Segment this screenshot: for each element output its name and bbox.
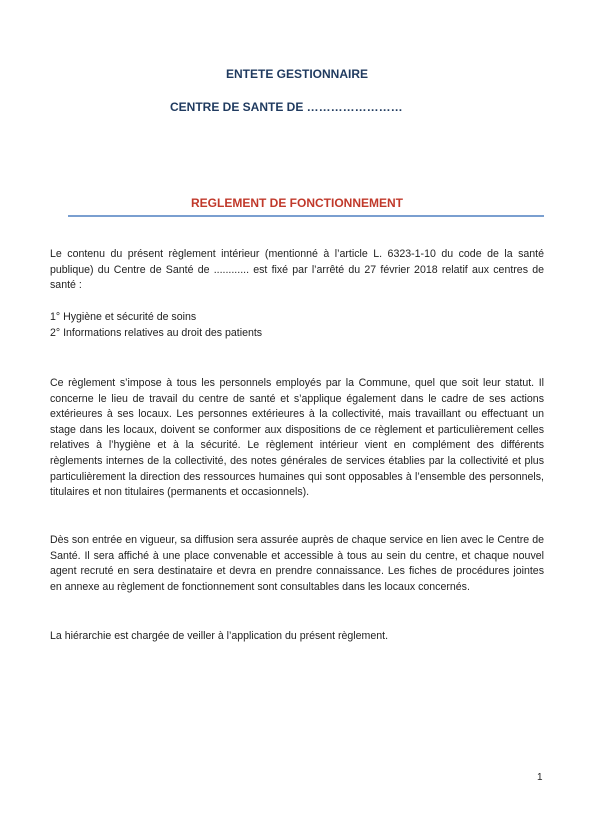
list-item: 2° Informations relatives au droit des patients bbox=[50, 326, 263, 339]
body-paragraph-scope: Ce règlement s’impose à tous les personnels employés par la Commune, quel que soit leur statut. Il concerne le lieu de travail du centre de santé et s’applique également dans le cadre de ses actions extérieures à ses locaux. Les personnes extérieures à la collectivité, mais travaillant ou effectuant un stage dans les locaux, doivent se conformer aux dispositions de ce règlement et particulièrement celles relatives à l’hygiène et à la sécurité. Le règlement intérieur vient en complément des différents règlements internes de la collectivité, des notes générales de services établies par la collectivité et plus particulièrement la direction des ressources humaines qui sont opposables à l’ensemble des personnels, titulaires et non titulaires (permanents et occasionnels). bbox=[50, 377, 544, 499]
body-paragraph-hierarchy: La hiérarchie est chargée de veiller à l’application du présent règlement. bbox=[50, 630, 389, 642]
list-item: 1° Hygiène et sécurité de soins bbox=[50, 311, 197, 323]
body-paragraph-diffusion: Dès son entrée en vigueur, sa diffusion sera assurée auprès de chaque service en lien avec le Centre de Santé. Il sera affiché à une place convenable et accessible à tous au sein du centre, et chaque nouvel agent recruté en sera destinataire et devra en prendre connaissance. Les fiches de procédures jointes en annexe au règlement de fonctionnement sont consultables dans les locaux concernés. bbox=[50, 534, 544, 593]
document-title: REGLEMENT DE FONCTIONNEMENT bbox=[191, 196, 403, 210]
header-center-name: CENTRE DE SANTE DE …………………… bbox=[170, 100, 403, 114]
topic-list bbox=[50, 310, 544, 341]
page-number: 1 bbox=[537, 772, 543, 783]
title-divider bbox=[68, 215, 544, 217]
intro-paragraph: Le contenu du présent règlement intérieur (mentionné à l’article L. 6323-1-10 du code de la santé publique) du Centre de Santé de ............ est fixé par l’arrêté du 27 février 2018 relatif aux centres de santé : bbox=[50, 248, 544, 292]
header-manager: ENTETE GESTIONNAIRE bbox=[225, 67, 368, 81]
